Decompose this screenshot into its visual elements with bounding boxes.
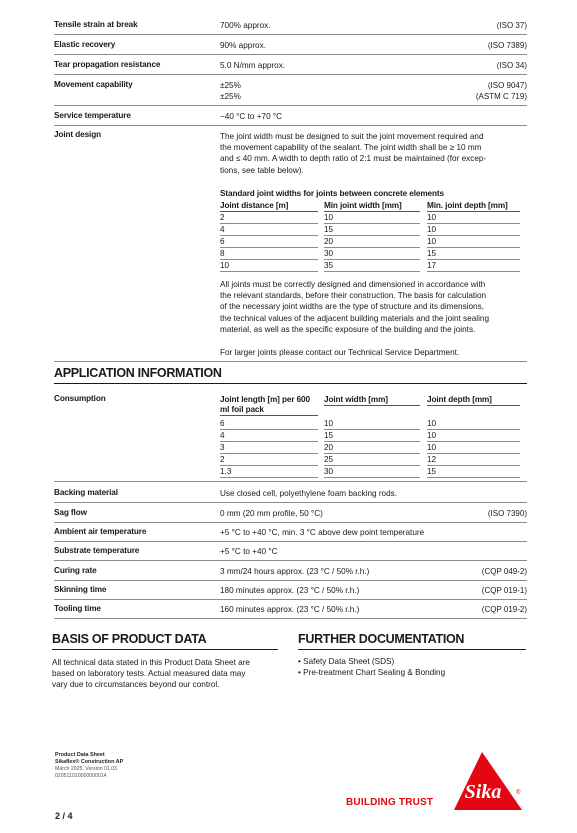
further-doc-item[interactable] [298,657,394,666]
consumption-cell: 10 [324,419,420,430]
application-row-backing [54,485,527,503]
property-row-service-temp [54,108,527,126]
footer-version: March 2025, Version 01.03 [55,766,118,772]
property-standard: (ISO 7390) [487,509,527,518]
property-value: 90% approx. [220,41,266,50]
property-row-movement [54,77,527,106]
consumption-cell: 30 [324,467,420,478]
consumption-header-length [220,395,318,416]
text-line: The joint width must be designed to suit the joint movement required and [220,132,484,141]
consumption-header-depth: Joint depth [mm] [427,395,520,406]
text-line: All technical data stated in this Product Data Sheet are [52,658,250,667]
sika-logo [452,752,524,810]
joint-table-cell: 15 [324,225,420,236]
property-label: Tear propagation resistance [54,60,161,69]
application-row-tooling [54,601,527,619]
consumption-cell: 10 [427,419,520,430]
joint-table-cell: 4 [220,225,318,236]
consumption-cell: 25 [324,455,420,466]
property-value: 3 mm/24 hours approx. (23 °C / 50% r.h.) [220,567,370,576]
property-standard: (ISO 9047) [487,81,527,90]
property-label: Sag flow [54,508,87,517]
sika-logo-text: Sika [464,781,502,803]
consumption-header-length-line1: Joint length [m] per 600 [220,395,310,404]
text-line: All joints must be correctly designed and dimensioned in accordance with [220,280,486,289]
joint-table-title: Standard joint widths for joints between concrete elements [220,189,444,198]
property-label: Elastic recovery [54,40,116,49]
text-line: the movement capability of the sealant. The joint width shall be ≥ 10 mm [220,143,482,153]
application-row-curing [54,563,527,581]
joint-table-cell: 15 [427,249,520,260]
joint-design-rule [54,361,527,362]
application-title-rule [54,383,527,384]
joint-table-cell: 2 [220,213,318,224]
application-section-title: APPLICATION INFORMATION [54,366,222,380]
property-value: 180 minutes approx. (23 °C / 50% r.h.) [220,586,360,595]
joint-table-cell: 10 [427,225,520,236]
consumption-label: Consumption [54,394,106,403]
property-value: Use closed cell, polyethylene foam backing rods. [220,489,398,498]
property-standard: (ISO 7389) [487,41,527,50]
basis-section-title: BASIS OF PRODUCT DATA [52,632,207,646]
joint-table-cell: 10 [220,261,318,272]
property-value: 5.0 N/mm approx. [220,61,286,70]
building-trust-slogan: BUILDING TRUST [346,797,434,808]
application-row-sag [54,505,527,523]
svg-text:®: ® [516,790,521,796]
consumption-cell: 20 [324,443,420,454]
property-row-tear [54,57,527,75]
footer-product-name: Sikaflex® Construction AP [55,759,124,765]
property-label: Substrate temperature [54,546,140,555]
property-standard: (ISO 34) [496,61,527,70]
property-value-2: ±25% [220,92,241,101]
property-value: +5 °C to +40 °C, min. 3 °C above dew point temperature [220,528,425,537]
property-row-tensile [54,17,527,35]
joint-table-cell: 10 [427,213,520,224]
property-label: Tensile strain at break [54,20,138,29]
consumption-cell: 12 [427,455,520,466]
property-label: Movement capability [54,80,133,89]
property-label: Tooling time [54,604,101,613]
application-row-substrate [54,543,527,561]
consumption-header-width: Joint width [mm] [324,395,420,406]
property-standard: (CQP 049-2) [481,567,527,576]
property-label: Ambient air temperature [54,527,147,536]
consumption-cell: 2 [220,455,318,466]
further-title-rule [298,649,526,650]
text-line: based on laboratory tests. Actual measured data may [52,669,246,679]
property-row-elastic [54,37,527,55]
consumption-header-length-line2: ml foil pack [220,405,264,414]
footer-code: 020511010000000014 [55,773,107,779]
joint-table-cell: 30 [324,249,420,260]
property-value: ±25% [220,81,241,90]
bullet-icon: • [298,657,304,666]
consumption-cell: 15 [324,431,420,442]
consumption-cell: 10 [427,431,520,442]
further-doc-link[interactable]: Pre-treatment Chart Sealing & Bonding [303,668,446,677]
bullet-icon: • [298,668,304,677]
property-value: +5 °C to +40 °C [220,547,278,556]
consumption-cell: 4 [220,431,318,442]
joint-table-cell: 6 [220,237,318,248]
property-value: 160 minutes approx. (23 °C / 50% r.h.) [220,605,360,614]
joint-table-cell: 17 [427,261,520,272]
basis-text [52,657,282,691]
page-number: 2 / 4 [55,811,73,821]
application-row-ambient [54,524,527,542]
joint-design-intro [220,131,526,176]
joint-table-header-width: Min joint width [mm] [324,201,420,212]
property-standard-2: (ASTM C 719) [475,92,527,101]
joint-table-cell: 20 [324,237,420,248]
further-doc-link[interactable]: Safety Data Sheet (SDS) [303,657,395,666]
property-label: Service temperature [54,111,131,120]
property-value: 700% approx. [220,21,271,30]
joint-table-cell: 10 [324,213,420,224]
text-line: tions, see table below). [220,165,304,175]
text-line: the relevant standards, before their construction. The basis for calculation [220,291,487,301]
joint-design-note [220,279,526,335]
text-line: vary due to circumstances beyond our control. [52,680,220,690]
text-line: and ≤ 40 mm. A width to depth ratio of 2:1 must be maintained (for excep- [220,154,487,164]
joint-design-label: Joint design [54,130,102,139]
joint-table-header-distance: Joint distance [m] [220,201,318,212]
sika-logo-graphic [452,752,524,810]
joint-design-contact: For larger joints please contact our Technical Service Department. [220,348,460,357]
property-value: 0 mm (20 mm profile, 50 °C) [220,509,323,518]
footer-doc-type: Product Data Sheet [55,752,105,758]
further-doc-item[interactable] [298,668,445,677]
property-label: Curing rate [54,566,97,575]
property-label: Backing material [54,488,118,497]
further-section-title: FURTHER DOCUMENTATION [298,632,465,646]
consumption-cell: 1.3 [220,467,318,478]
consumption-cell: 6 [220,419,318,430]
joint-table-cell: 10 [427,237,520,248]
text-line: the technical values of the adjacent building materials and the joint sealing [220,313,489,323]
property-standard: (CQP 019-1) [481,586,527,595]
consumption-rule [54,481,527,482]
joint-table-cell: 8 [220,249,318,260]
text-line: of the necessary joint widths are the type of structure and its dimensions, [220,302,484,312]
property-label: Skinning time [54,585,107,594]
application-row-skinning [54,582,527,600]
joint-table-header-depth: Min. joint depth [mm] [427,201,520,212]
property-standard: (ISO 37) [496,21,527,30]
text-line: material, as well as the specific exposure of the building and the joints. [220,324,476,334]
consumption-cell: 15 [427,467,520,478]
basis-title-rule [52,649,278,650]
property-value: −40 °C to +70 °C [220,112,283,121]
consumption-cell: 3 [220,443,318,454]
property-standard: (CQP 019-2) [481,605,527,614]
consumption-cell: 10 [427,443,520,454]
joint-table-cell: 35 [324,261,420,272]
